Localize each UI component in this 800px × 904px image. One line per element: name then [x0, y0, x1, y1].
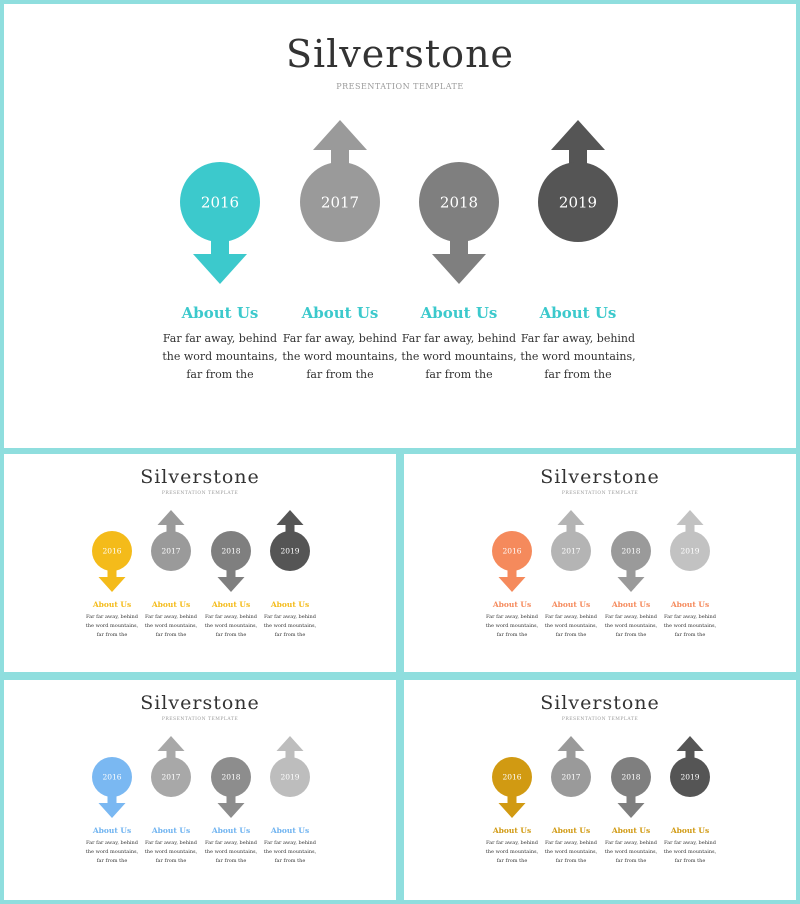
about-us-heading: About Us [420, 304, 498, 322]
about-us-body [541, 613, 601, 640]
body-line: far from the [615, 858, 647, 864]
slide-main[interactable] [4, 4, 796, 448]
about-us-heading: About Us [492, 826, 532, 835]
year-marker-2019 [268, 732, 312, 799]
arrow-down-icon [618, 795, 645, 818]
year-marker-2019 [536, 114, 620, 244]
year-marker-2016 [90, 755, 134, 822]
body-line: Far far away, behind [86, 840, 138, 846]
body-line: far from the [306, 368, 374, 381]
slide-thumbnail-gold[interactable] [404, 680, 796, 900]
arrow-up-icon [677, 736, 704, 759]
body-line: the word mountains, [663, 849, 717, 855]
body-line: far from the [555, 632, 587, 638]
arrow-up-icon [158, 510, 185, 533]
body-line: Far far away, behind [145, 614, 197, 620]
year-label: 2019 [680, 546, 700, 556]
arrow-up-icon [558, 736, 585, 759]
year-label: 2018 [439, 193, 479, 212]
body-line: the word mountains, [485, 849, 539, 855]
body-line: Far far away, behind [486, 840, 538, 846]
year-label: 2016 [502, 546, 522, 556]
body-line: Far far away, behind [401, 332, 517, 345]
slide-subtitle: PRESENTATION TEMPLATE [161, 717, 239, 722]
year-label: 2016 [102, 772, 122, 782]
about-us-body [141, 839, 201, 866]
body-line: Far far away, behind [545, 614, 597, 620]
about-us-heading: About Us [611, 826, 651, 835]
slide-thumbnail-orange[interactable] [404, 454, 796, 672]
arrow-down-icon [499, 795, 526, 818]
body-line: far from the [496, 632, 528, 638]
year-label: 2016 [200, 193, 240, 212]
body-line: far from the [615, 632, 647, 638]
about-us-body [660, 839, 720, 866]
body-line: Far far away, behind [605, 840, 657, 846]
about-us-body [82, 839, 142, 866]
about-us-heading: About Us [551, 826, 591, 835]
body-line: far from the [674, 632, 706, 638]
body-line: Far far away, behind [264, 614, 316, 620]
body-line: Far far away, behind [145, 840, 197, 846]
slide-subtitle: PRESENTATION TEMPLATE [161, 491, 239, 496]
body-line: Far far away, behind [545, 840, 597, 846]
arrow-down-icon [99, 795, 126, 818]
year-label: 2018 [221, 546, 241, 556]
year-marker-2019 [668, 732, 712, 799]
body-line: Far far away, behind [605, 614, 657, 620]
year-marker-2016 [178, 160, 262, 290]
body-line: far from the [274, 632, 306, 638]
year-marker-2017 [298, 114, 382, 244]
about-us-heading: About Us [211, 600, 251, 609]
slide-title: Silverstone [540, 692, 660, 714]
body-line: Far far away, behind [520, 332, 636, 345]
arrow-up-icon [551, 120, 605, 166]
year-label: 2019 [280, 546, 300, 556]
arrow-up-icon [277, 510, 304, 533]
about-us-heading: About Us [301, 304, 379, 322]
slide-subtitle: PRESENTATION TEMPLATE [561, 491, 639, 496]
body-line: far from the [96, 632, 128, 638]
about-us-body [660, 613, 720, 640]
about-us-heading: About Us [551, 600, 591, 609]
about-us-heading: About Us [92, 600, 132, 609]
year-label: 2017 [161, 546, 181, 556]
year-label: 2018 [621, 772, 641, 782]
year-marker-2016 [490, 529, 534, 596]
slide-subtitle: PRESENTATION TEMPLATE [336, 82, 464, 91]
about-us-body [260, 613, 320, 640]
body-line: the word mountains, [85, 623, 139, 629]
about-us-heading: About Us [211, 826, 251, 835]
arrow-down-icon [193, 238, 247, 284]
year-label: 2019 [558, 193, 598, 212]
body-line: the word mountains, [204, 623, 258, 629]
about-us-body [280, 330, 400, 384]
year-marker-2016 [90, 529, 134, 596]
body-line: far from the [186, 368, 254, 381]
slide-title: Silverstone [285, 32, 515, 76]
arrow-down-icon [218, 569, 245, 592]
arrow-up-icon [558, 510, 585, 533]
about-us-heading: About Us [492, 600, 532, 609]
body-line: Far far away, behind [205, 840, 257, 846]
body-line: the word mountains, [520, 350, 636, 363]
year-marker-2018 [609, 755, 653, 822]
slide-title: Silverstone [140, 692, 260, 714]
body-line: far from the [274, 858, 306, 864]
about-us-heading: About Us [181, 304, 259, 322]
about-us-heading: About Us [670, 826, 710, 835]
arrow-up-icon [158, 736, 185, 759]
body-line: the word mountains, [544, 623, 598, 629]
year-label: 2017 [161, 772, 181, 782]
body-line: the word mountains, [144, 849, 198, 855]
year-label: 2016 [102, 546, 122, 556]
about-us-heading: About Us [670, 600, 710, 609]
slide-title: Silverstone [540, 466, 660, 488]
about-us-body [482, 839, 542, 866]
about-us-heading: About Us [92, 826, 132, 835]
body-line: Far far away, behind [282, 332, 398, 345]
year-marker-2019 [668, 506, 712, 573]
body-line: Far far away, behind [162, 332, 278, 345]
year-marker-2017 [149, 506, 193, 573]
year-marker-2017 [549, 732, 593, 799]
year-label: 2019 [680, 772, 700, 782]
year-label: 2017 [561, 546, 581, 556]
body-line: the word mountains, [485, 623, 539, 629]
about-us-heading: About Us [270, 826, 310, 835]
year-label: 2016 [502, 772, 522, 782]
about-us-heading: About Us [270, 600, 310, 609]
arrow-up-icon [677, 510, 704, 533]
arrow-down-icon [499, 569, 526, 592]
body-line: Far far away, behind [664, 840, 716, 846]
arrow-up-icon [277, 736, 304, 759]
body-line: the word mountains, [604, 623, 658, 629]
slide-title: Silverstone [140, 466, 260, 488]
arrow-up-icon [313, 120, 367, 166]
arrow-down-icon [99, 569, 126, 592]
year-marker-2018 [209, 755, 253, 822]
year-marker-2017 [149, 732, 193, 799]
about-us-body [141, 613, 201, 640]
about-us-body [82, 613, 142, 640]
body-line: the word mountains, [544, 849, 598, 855]
arrow-down-icon [618, 569, 645, 592]
body-line: far from the [544, 368, 612, 381]
year-marker-2018 [609, 529, 653, 596]
body-line: far from the [155, 632, 187, 638]
body-line: the word mountains, [85, 849, 139, 855]
about-us-heading: About Us [151, 600, 191, 609]
arrow-down-icon [218, 795, 245, 818]
about-us-body [260, 839, 320, 866]
year-label: 2019 [280, 772, 300, 782]
year-marker-2018 [417, 160, 501, 290]
body-line: far from the [425, 368, 493, 381]
about-us-heading: About Us [539, 304, 617, 322]
about-us-body [541, 839, 601, 866]
about-us-body [482, 613, 542, 640]
slide-subtitle: PRESENTATION TEMPLATE [561, 717, 639, 722]
body-line: the word mountains, [604, 849, 658, 855]
year-marker-2016 [490, 755, 534, 822]
body-line: the word mountains, [162, 350, 278, 363]
body-line: Far far away, behind [486, 614, 538, 620]
about-us-body [518, 330, 638, 384]
body-line: far from the [155, 858, 187, 864]
body-line: the word mountains, [204, 849, 258, 855]
year-label: 2018 [621, 546, 641, 556]
arrow-down-icon [432, 238, 486, 284]
year-marker-2017 [549, 506, 593, 573]
body-line: the word mountains, [263, 849, 317, 855]
about-us-body [399, 330, 519, 384]
body-line: the word mountains, [263, 623, 317, 629]
about-us-body [601, 839, 661, 866]
body-line: the word mountains, [282, 350, 398, 363]
about-us-body [160, 330, 280, 384]
body-line: Far far away, behind [264, 840, 316, 846]
body-line: far from the [674, 858, 706, 864]
year-marker-2019 [268, 506, 312, 573]
body-line: far from the [496, 858, 528, 864]
body-line: Far far away, behind [664, 614, 716, 620]
about-us-heading: About Us [151, 826, 191, 835]
body-line: the word mountains, [144, 623, 198, 629]
body-line: far from the [555, 858, 587, 864]
slide-thumbnail-blue[interactable] [4, 680, 396, 900]
body-line: Far far away, behind [86, 614, 138, 620]
body-line: Far far away, behind [205, 614, 257, 620]
year-label: 2017 [561, 772, 581, 782]
body-line: far from the [96, 858, 128, 864]
body-line: far from the [215, 632, 247, 638]
about-us-body [201, 839, 261, 866]
body-line: the word mountains, [401, 350, 517, 363]
about-us-body [201, 613, 261, 640]
body-line: far from the [215, 858, 247, 864]
body-line: the word mountains, [663, 623, 717, 629]
year-label: 2017 [320, 193, 360, 212]
slide-thumbnail-yellow[interactable] [4, 454, 396, 672]
year-marker-2018 [209, 529, 253, 596]
year-label: 2018 [221, 772, 241, 782]
about-us-heading: About Us [611, 600, 651, 609]
about-us-body [601, 613, 661, 640]
